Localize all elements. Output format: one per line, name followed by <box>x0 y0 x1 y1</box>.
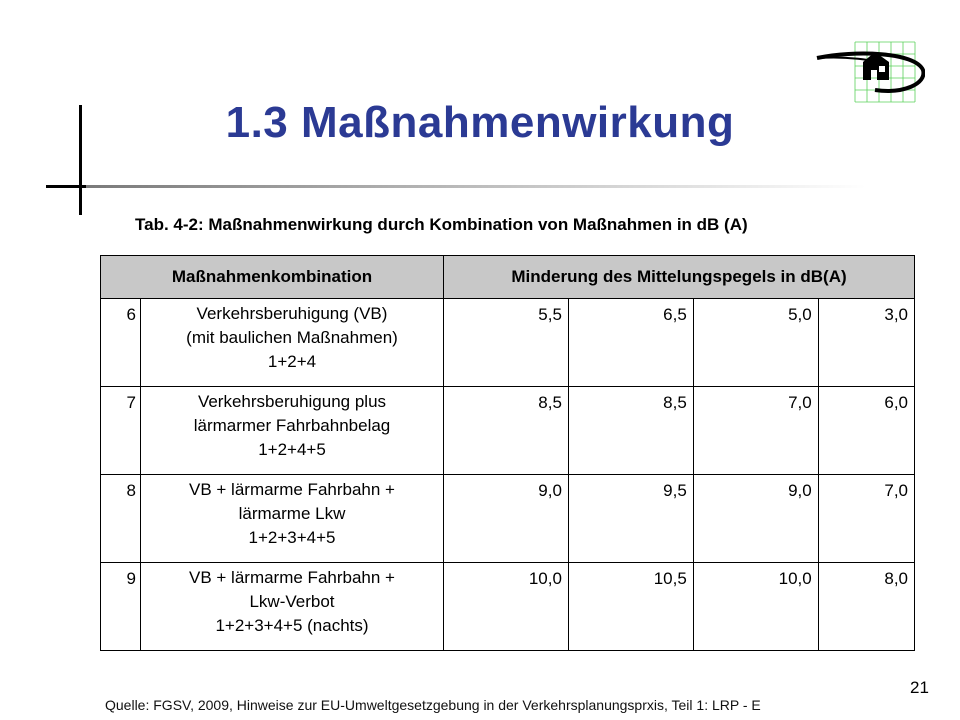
row-number: 6 <box>101 299 141 387</box>
desc-line: Lkw-Verbot <box>249 592 335 611</box>
value-cell: 10,0 <box>693 563 818 651</box>
table-row <box>101 475 915 563</box>
value-cell: 10,5 <box>568 563 693 651</box>
decor-horizontal-line <box>46 185 86 188</box>
page-number: 21 <box>910 678 929 697</box>
header-reduction: Minderung des Mittelungspegels in dB(A) <box>444 256 915 299</box>
row-number: 7 <box>101 387 141 475</box>
source-note: Quelle: FGSV, 2009, Hinweise zur EU-Umweltgesetzgebung in der Verkehrsplanungsprxis, Teil 1: LRP - E <box>105 697 761 713</box>
desc-line: Verkehrsberuhigung plus <box>197 392 387 411</box>
desc-line: 1+2+3+4+5 <box>248 528 336 547</box>
desc-line: 1+2+4 <box>267 352 317 371</box>
value-cell: 9,5 <box>568 475 693 563</box>
decor-gradient-rule <box>86 185 866 188</box>
value-cell: 6,0 <box>818 387 914 475</box>
value-cell: 7,0 <box>818 475 914 563</box>
table-caption: Tab. 4-2: Maßnahmenwirkung durch Kombination von Maßnahmen in dB (A) <box>135 215 748 234</box>
header-combination: Maßnahmenkombination <box>101 256 444 299</box>
table-header-row <box>101 256 915 299</box>
house-orbit-logo-icon <box>815 40 925 105</box>
desc-line: (mit baulichen Maßnahmen) <box>186 328 398 347</box>
value-cell: 10,0 <box>444 563 569 651</box>
desc-line: lärmarme Lkw <box>238 504 346 523</box>
row-description <box>141 563 444 651</box>
row-description <box>141 475 444 563</box>
value-cell: 5,5 <box>444 299 569 387</box>
value-cell: 9,0 <box>693 475 818 563</box>
value-cell: 8,5 <box>444 387 569 475</box>
value-cell: 8,0 <box>818 563 914 651</box>
measures-table <box>100 255 915 651</box>
desc-line: Verkehrsberuhigung (VB) <box>196 304 388 323</box>
desc-line: 1+2+3+4+5 (nachts) <box>215 616 369 635</box>
desc-line: 1+2+4+5 <box>258 440 326 459</box>
desc-line: lärmarmer Fahrbahnbelag <box>193 416 391 435</box>
desc-line: VB + lärmarme Fahrbahn + <box>189 480 395 499</box>
row-description <box>141 387 444 475</box>
value-cell: 6,5 <box>568 299 693 387</box>
row-number: 8 <box>101 475 141 563</box>
value-cell: 7,0 <box>693 387 818 475</box>
table-row <box>101 563 915 651</box>
table-row <box>101 387 915 475</box>
table-row <box>101 299 915 387</box>
page-title: 1.3 Maßnahmenwirkung <box>225 98 735 147</box>
row-number: 9 <box>101 563 141 651</box>
value-cell: 9,0 <box>444 475 569 563</box>
value-cell: 3,0 <box>818 299 914 387</box>
desc-line: VB + lärmarme Fahrbahn + <box>189 568 395 587</box>
row-description <box>141 299 444 387</box>
value-cell: 8,5 <box>568 387 693 475</box>
value-cell: 5,0 <box>693 299 818 387</box>
